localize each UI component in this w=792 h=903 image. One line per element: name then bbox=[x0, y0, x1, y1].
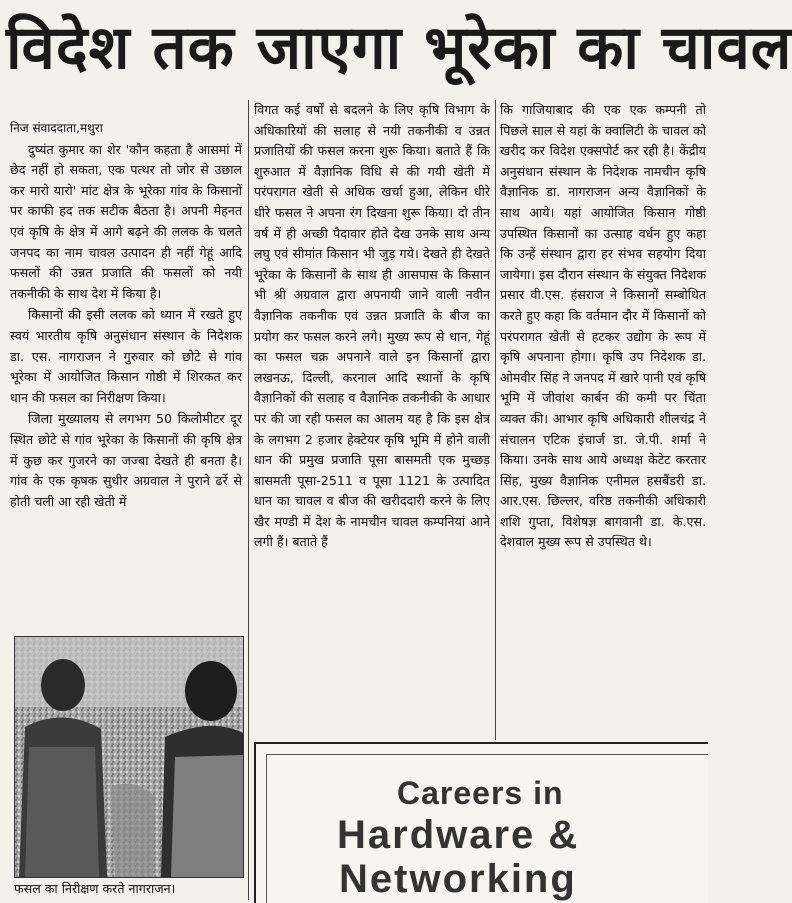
article-column-1 bbox=[10, 118, 242, 628]
ad-heading-line-1: Careers in bbox=[397, 775, 564, 811]
paragraph: दुष्यंत कुमार का शेर 'कौन कहता है आसमां में छेद नहीं हो सकता, एक पत्थर तो जोर से उछाल कर मारो यारो' मांट क्षेत्र के भूरेका गांव के किसानों पर काफी हद तक सटीक बैठता है। अपनी मेहनत एवं कृषि के क्षेत्र में आगे बढ़ने की ललक के चलते जनपद का नाम चावल उत्पादन ही नहीं गेहूं आदि फसलों की उन्नत प्रजाति की फसलों को नयी तकनीकी के साथ देश में किया है। bbox=[10, 141, 242, 301]
paragraph: जिला मुख्यालय से लगभग 50 किलोमीटर दूर स्थित छोटे से गांव भूरेका के किसानों की कृषि क्षेत्र में कुछ कर गुजरने का जज्बा देखते ही बनता है। गांव के एक कृषक सुधीर अग्रवाल ने पुराने ढर्रे से होती चली आ रही खेती में bbox=[10, 411, 242, 509]
paragraph: विगत कई वर्षों से बदलने के लिए कृषि विभाग के अधिकारियों की सलाह से नयी तकनीकी व उन्नत प्रजातियों की फसल करना शुरू किया। बताते हैं कि शुरुआत में वैज्ञानिक विधि से की गयी खेती में परंपरागत खेती से अधिक खर्चा हुआ, लेकिन धीरे धीरे फसल ने अपना रंग दिखना शुरू किया। दो तीन वर्ष में ही अच्छी पैदावार होते देख उनके साथ अन्य लघु एवं सीमांत किसान भी जुड़ गये। देखते ही देखते भूरेका के किसानों के साथ ही आसपास के किसान भी श्री अग्रवाल द्वारा अपनायी जाने वाली नवीन वैज्ञानिक तकनीक एवं उन्नत प्रजाति के बीज का प्रयोग कर फसल करने लगे। मुख्य रूप से धान, गेहूं का फसल चक्र अपनाने वाले इन किसानों द्वारा लखनऊ, दिल्ली, करनाल आदि स्थानों के कृषि वैज्ञानिकों की सलाह व वैज्ञानिक तकनीकी के आधार पर की जा रही फसल का आलम यह है कि इस क्षेत्र के लगभग 2 हजार हेक्टेयर कृषि भूमि में होने वाली धान की प्रमुख प्रजाति पूसा बासमती एक मुच्छड़ बासमती पूसा-2511 व पूसा 1121 के उत्पादित धान का चावल व बीज की खरीददारी करने के लिए खैर मण्डी में देश के नामचीन चावल कम्पनियां आने लगी हैं। बताते हैं bbox=[254, 102, 490, 550]
article-column-2 bbox=[254, 100, 490, 730]
ad-heading-line-3: Networking bbox=[339, 857, 577, 901]
advertisement-box bbox=[254, 742, 708, 903]
column-divider bbox=[248, 100, 249, 900]
headline: विदेश तक जाएगा भूरेका का चावल bbox=[6, 13, 792, 83]
article-column-3 bbox=[500, 100, 706, 730]
advertisement-inner-frame bbox=[266, 754, 708, 903]
news-photo bbox=[14, 636, 244, 878]
column-divider bbox=[495, 100, 496, 740]
photo-caption: फसल का निरीक्षण करते नागराजन। bbox=[14, 881, 176, 896]
ad-heading-line-2: Hardware & bbox=[337, 813, 580, 857]
photo-image bbox=[15, 637, 243, 877]
paragraph: कि गाजियाबाद की एक एक कम्पनी तो पिछले साल से यहां के क्वालिटी के चावल को खरीद कर विदेश एक्सपोर्ट कर रही है। केंद्रीय अनुसंधान संस्थान के निदेशक नामचीन कृषि वैज्ञानिक डा. नागराजन अन्य वैज्ञानिकों के साथ आये। यहां आयोजित किसान गोष्ठी उपस्थित किसानों का उत्साह वर्धन हुए कहा कि उन्हें संस्थान द्वारा हर संभव सहयोग दिया जायेगा। इस दौरान संस्थान के संयुक्त निदेशक प्रसार वी.एस. हंसराज ने किसानों सम्बोधित करते हुए कहा कि वर्तमान दौर में किसानों को परंपरागत खेती से हटकर उद्योग के रूप में कृषि अपनाना होगा। कृषि उप निदेशक डा. ओमवीर सिंह ने जनपद में खारे पानी एवं कृषि भूमि में जीवांश कार्बन की कमी पर चिंता व्यक्त की। आभार कृषि अधिकारी शीलचंद्र ने संचालन एटिक इंचार्ज डा. जे.पी. शर्मा ने किया। उनके साथ आये अध्यक्ष केटेट करतार सिंह, मुख्य वैज्ञानिक एनीमल हसबैंडरी डा. आर.एस. छिल्लर, वरिष्ठ तकनीकी अधिकारी शशि गुप्ता, विशेषज्ञ बागवानी डा. के.एस. देशवाल मुख्य रूप से उपस्थित थे। bbox=[500, 102, 706, 550]
paragraph: किसानों की इसी ललक को ध्यान में रखते हुए स्वयं भारतीय कृषि अनुसंधान संस्थान के निदेशक डा. एस. नागराजन ने गुरुवार को छोटे से गांव भूरेका में आयोजित किसान गोष्ठी में शिरकत कर धान की फसल का निरीक्षण किया। bbox=[10, 307, 242, 405]
byline: निज संवाददाता,मथुरा bbox=[10, 121, 103, 135]
